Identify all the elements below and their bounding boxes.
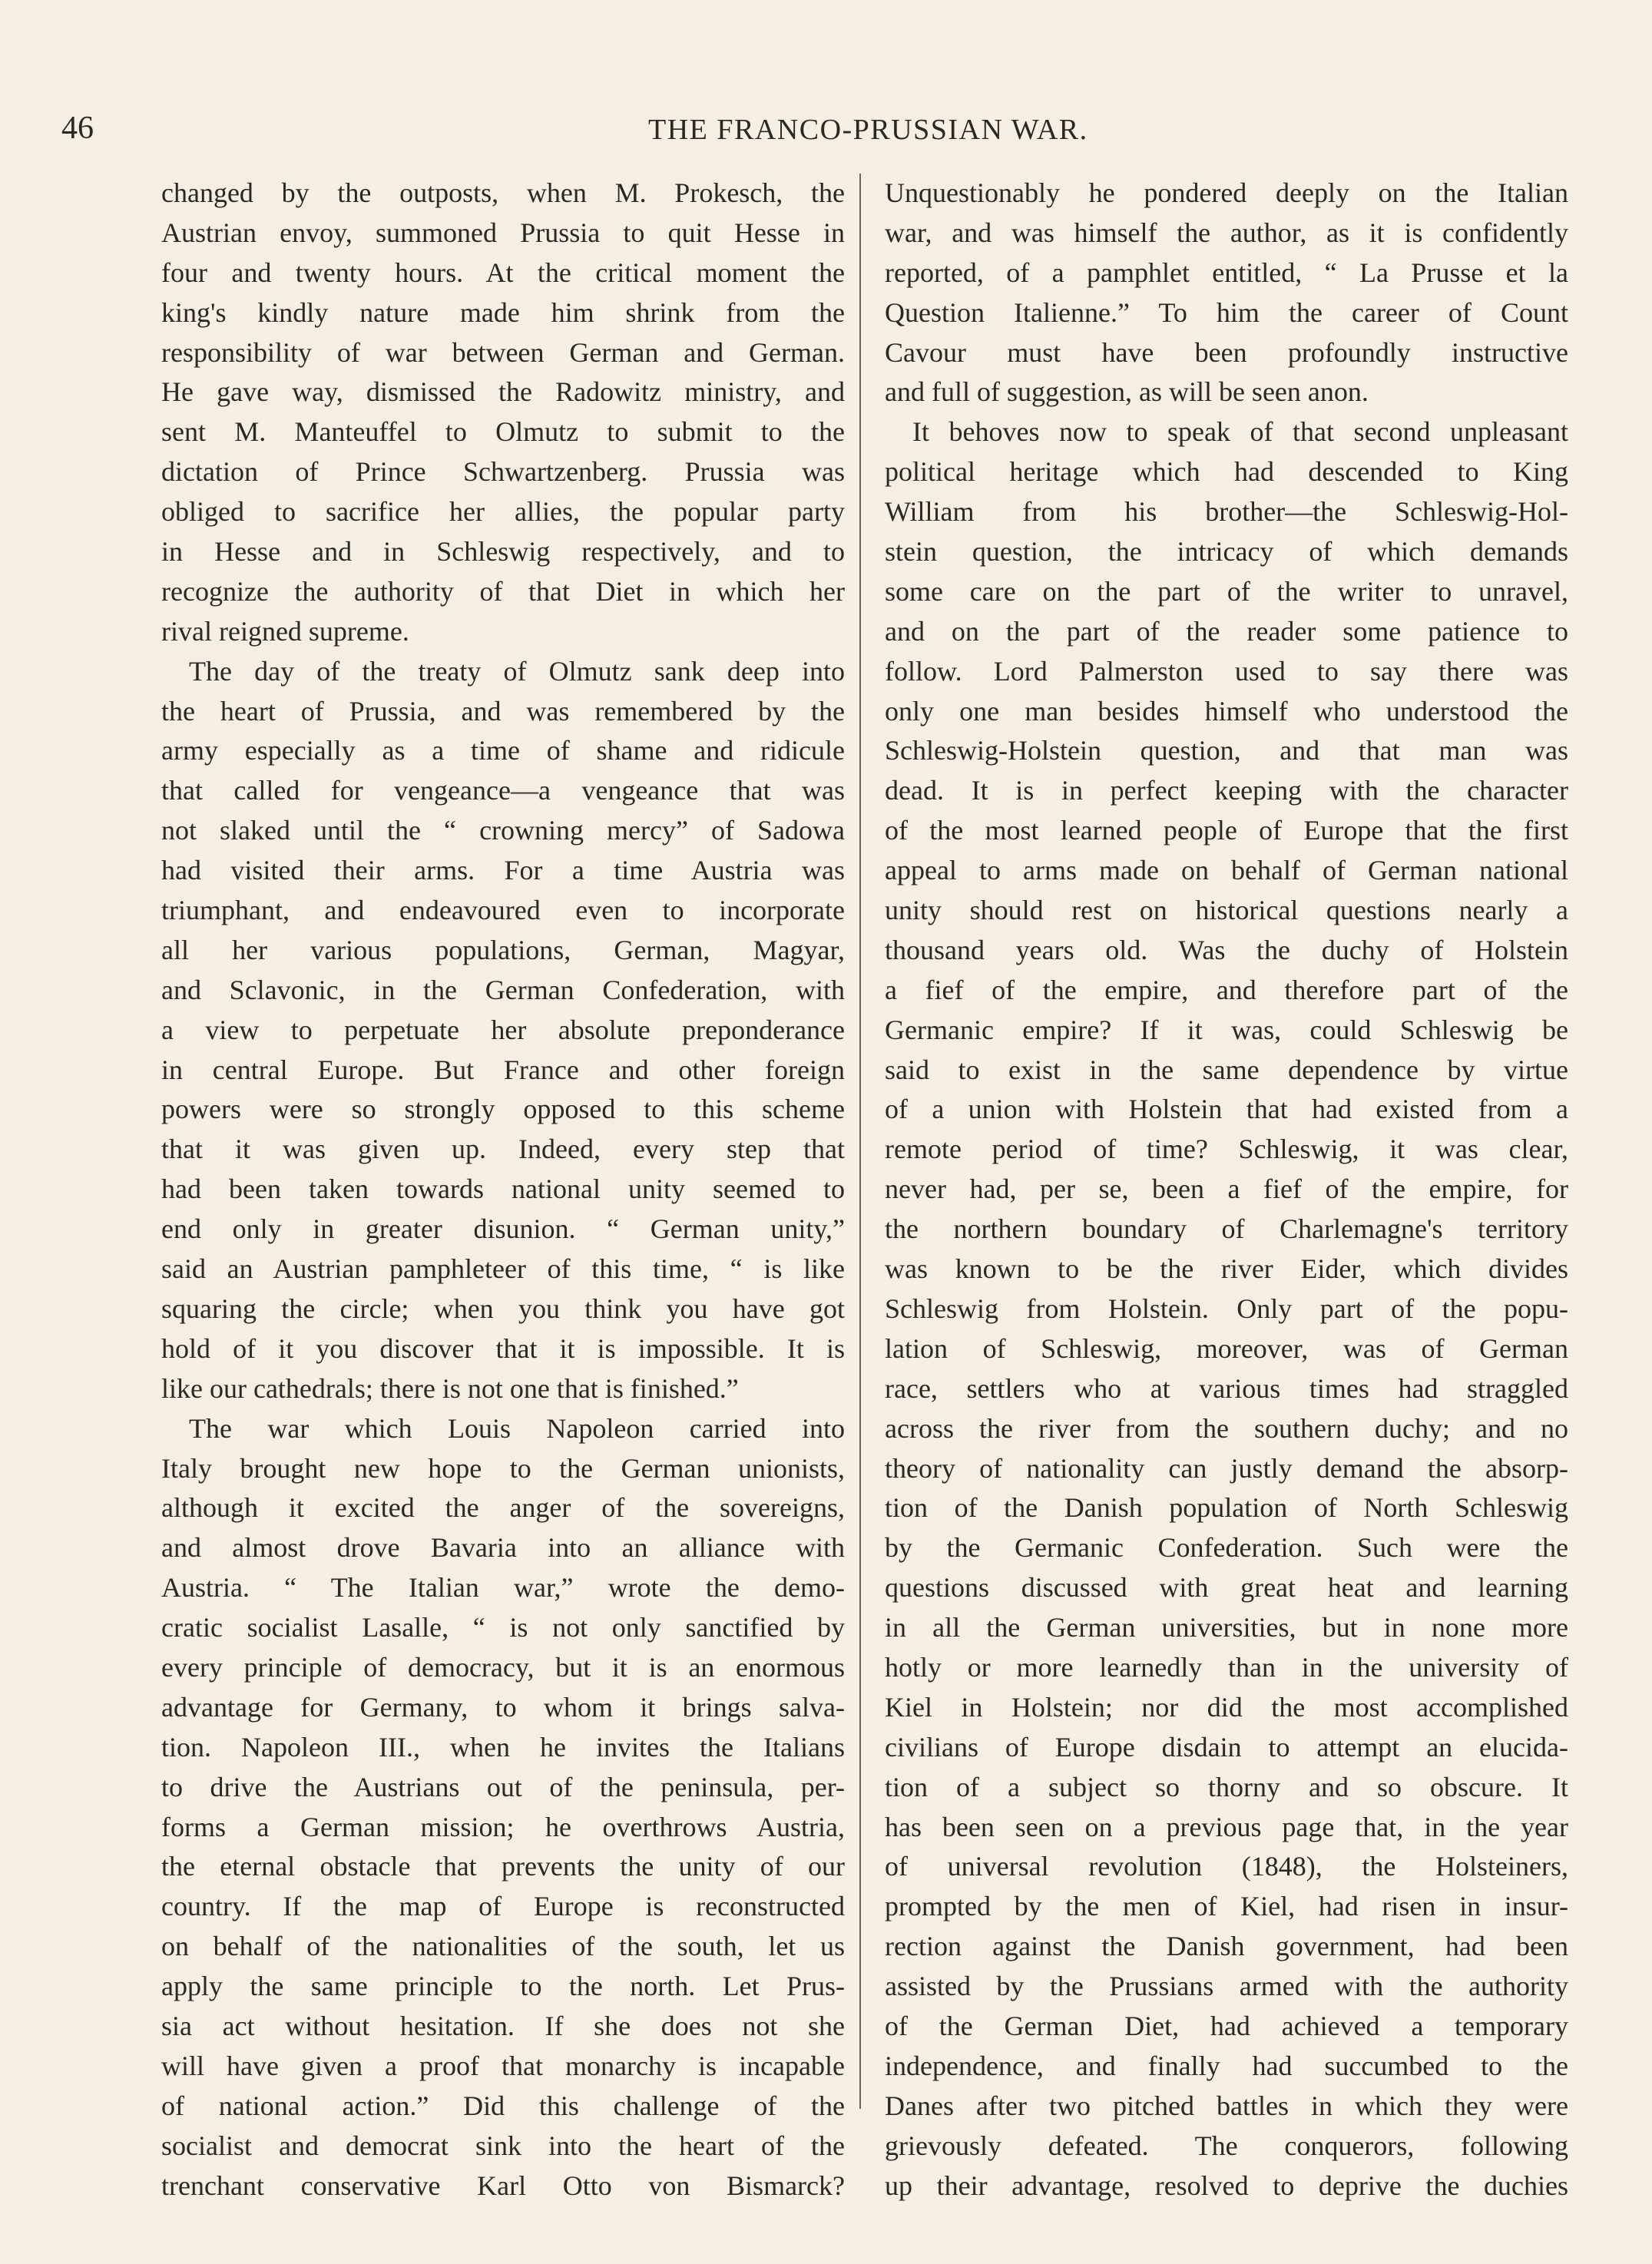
paragraph [161,174,845,652]
text-line: Austrian envoy, summoned Prussia to quit Hesse in [161,217,845,248]
text-line: and almost drove Bavaria into an alliance with [161,1532,845,1564]
text-line: political heritage which had descended to King [885,456,1568,488]
text-line: advantage for Germany, to whom it brings salva- [161,1691,845,1723]
text-line: in central Europe. But France and other foreign [161,1054,845,1085]
text-line: to drive the Austrians out of the peninsula, per- [161,1771,845,1802]
page-number: 46 [61,111,94,146]
text-line: stein question, the intricacy of which demands [885,536,1568,568]
text-line: remote period of time? Schleswig, it was clear, [885,1134,1568,1165]
text-line: appeal to arms made on behalf of German national [885,855,1568,886]
text-line: and on the part of the reader some patience to [885,615,1568,647]
text-line: of a union with Holstein that had existed from a [885,1094,1568,1125]
text-line: reported, of a pamphlet entitled, “ La Prusse et la [885,257,1568,288]
text-line: Germanic empire? If it was, could Schleswig be [885,1014,1568,1045]
text-line: hotly or more learnedly than in the university of [885,1651,1568,1683]
text-line: responsibility of war between German and German. [161,336,845,368]
text-line: civilians of Europe disdain to attempt an elucida- [885,1731,1568,1763]
text-line: assisted by the Prussians armed with the authority [885,1971,1568,2002]
text-line: triumphant, and endeavoured even to incorporate [161,895,845,926]
text-line: unity should rest on historical questions nearly a [885,895,1568,926]
text-line: recognize the authority of that Diet in which her [161,575,845,607]
left-column [161,174,845,2206]
text-line: had been taken towards national unity seemed to [161,1173,845,1205]
text-line: a view to perpetuate her absolute preponderance [161,1014,845,1045]
running-head: THE FRANCO-PRUSSIAN WAR. [648,114,1088,146]
text-line: that it was given up. Indeed, every step that [161,1134,845,1165]
text-line: trenchant conservative Karl Otto von Bismarck? [161,2170,845,2201]
text-line: the heart of Prussia, and was remembered by the [161,695,845,727]
text-line: a fief of the empire, and therefore part of the [885,974,1568,1005]
text-line: The war which Louis Napoleon carried into [189,1412,845,1444]
text-line: race, settlers who at various times had straggled [885,1372,1568,1404]
text-line: Austria. “ The Italian war,” wrote the demo- [161,1572,845,1604]
text-line: Kiel in Holstein; nor did the most accomplished [885,1691,1568,1723]
text-line: not slaked until the “ crowning mercy” of Sadowa [161,815,845,846]
text-line: army especially as a time of shame and ridicule [161,735,845,766]
text-line: obliged to sacrifice her allies, the popular party [161,496,845,528]
text-line: dictation of Prince Schwartzenberg. Prussia was [161,456,845,488]
text-line: was known to be the river Eider, which divides [885,1253,1568,1285]
text-line: tion of a subject so thorny and so obscure. It [885,1771,1568,1802]
text-line: on behalf of the nationalities of the south, let us [161,1931,845,1962]
text-line: grievously defeated. The conquerors, following [885,2130,1568,2161]
text-line: of universal revolution (1848), the Holsteiners, [885,1851,1568,1882]
text-line: has been seen on a previous page that, in the year [885,1811,1568,1842]
text-line: Unquestionably he pondered deeply on the Italian [885,177,1568,208]
text-line: said to exist in the same dependence by virtue [885,1054,1568,1085]
text-line: all her various populations, German, Magyar, [161,934,845,965]
text-line: prompted by the men of Kiel, had risen in insur- [885,1891,1568,1922]
text-line: and full of suggestion, as will be seen anon. [885,376,1369,408]
paragraph [885,412,1568,2206]
paragraph [161,652,845,1409]
text-line: theory of nationality can justly demand the absorp- [885,1452,1568,1484]
text-line: will have given a proof that monarchy is incapable [161,2050,845,2081]
text-line: although it excited the anger of the sovereigns, [161,1492,845,1524]
text-line: end only in greater disunion. “ German unity,” [161,1213,845,1245]
text-line: It behoves now to speak of that second unpleasant [912,416,1568,448]
text-line: apply the same principle to the north. Let Prus- [161,1971,845,2002]
text-line: lation of Schleswig, moreover, was of German [885,1332,1568,1364]
text-line: follow. Lord Palmerston used to say there was [885,655,1568,687]
text-line: said an Austrian pamphleteer of this time, “ is like [161,1253,845,1285]
text-line: thousand years old. Was the duchy of Holstein [885,934,1568,965]
text-line: war, and was himself the author, as it is confidently [885,217,1568,248]
text-line: sia act without hesitation. If she does not she [161,2010,845,2041]
text-line: Danes after two pitched battles in which they were [885,2090,1568,2121]
text-line: powers were so strongly opposed to this scheme [161,1094,845,1125]
text-line: The day of the treaty of Olmutz sank deep into [189,655,845,687]
text-line: never had, per se, been a fief of the empire, for [885,1173,1568,1205]
text-line: by the Germanic Confederation. Such were the [885,1532,1568,1564]
text-line: had visited their arms. For a time Austria was [161,855,845,886]
text-line: Question Italienne.” To him the career of Count [885,296,1568,328]
text-line: king's kindly nature made him shrink from the [161,296,845,328]
text-line: in Hesse and in Schleswig respectively, and to [161,536,845,568]
text-line: four and twenty hours. At the critical moment the [161,257,845,288]
text-line: Italy brought new hope to the German unionists, [161,1452,845,1484]
text-line: country. If the map of Europe is reconstructed [161,1891,845,1922]
text-line: tion of the Danish population of North Schleswig [885,1492,1568,1524]
text-line: some care on the part of the writer to unravel, [885,575,1568,607]
text-line: Schleswig-Holstein question, and that man was [885,735,1568,766]
text-line: Cavour must have been profoundly instructive [885,336,1568,368]
paragraph [161,1409,845,2206]
text-line: squaring the circle; when you think you have got [161,1293,845,1324]
text-line: rection against the Danish government, had been [885,1931,1568,1962]
text-line: of national action.” Did this challenge of the [161,2090,845,2121]
text-line: socialist and democrat sink into the heart of the [161,2130,845,2161]
text-line: of the German Diet, had achieved a temporary [885,2010,1568,2041]
text-line: independence, and finally had succumbed to the [885,2050,1568,2081]
text-line: forms a German mission; he overthrows Austria, [161,1811,845,1842]
column-divider [859,174,861,2109]
text-line: questions discussed with great heat and learning [885,1572,1568,1604]
text-line: dead. It is in perfect keeping with the character [885,775,1568,806]
right-column [885,174,1568,2206]
text-line: and Sclavonic, in the German Confederation, with [161,974,845,1005]
text-line: Schleswig from Holstein. Only part of the popu- [885,1293,1568,1324]
text-line: up their advantage, resolved to deprive the duchies [885,2170,1568,2201]
text-line: changed by the outposts, when M. Prokesch, the [161,177,845,208]
text-line: rival reigned supreme. [161,615,409,647]
text-line: of the most learned people of Europe that the first [885,815,1568,846]
text-line: the eternal obstacle that prevents the unity of our [161,1851,845,1882]
text-line: sent M. Manteuffel to Olmutz to submit to the [161,416,845,448]
text-line: tion. Napoleon III., when he invites the Italians [161,1731,845,1763]
text-line: William from his brother—the Schleswig-Hol- [885,496,1568,528]
text-line: in all the German universities, but in none more [885,1612,1568,1643]
paragraph [885,174,1568,412]
text-line: across the river from the southern duchy; and no [885,1412,1568,1444]
text-line: hold of it you discover that it is impossible. It is [161,1332,845,1364]
text-line: the northern boundary of Charlemagne's territory [885,1213,1568,1245]
text-line: every principle of democracy, but it is an enormous [161,1651,845,1683]
text-line: only one man besides himself who understood the [885,695,1568,727]
text-line: He gave way, dismissed the Radowitz ministry, and [161,376,845,408]
text-line: cratic socialist Lasalle, “ is not only sanctified by [161,1612,845,1643]
text-line: that called for vengeance—a vengeance that was [161,775,845,806]
text-line: like our cathedrals; there is not one that is finished.” [161,1372,739,1404]
